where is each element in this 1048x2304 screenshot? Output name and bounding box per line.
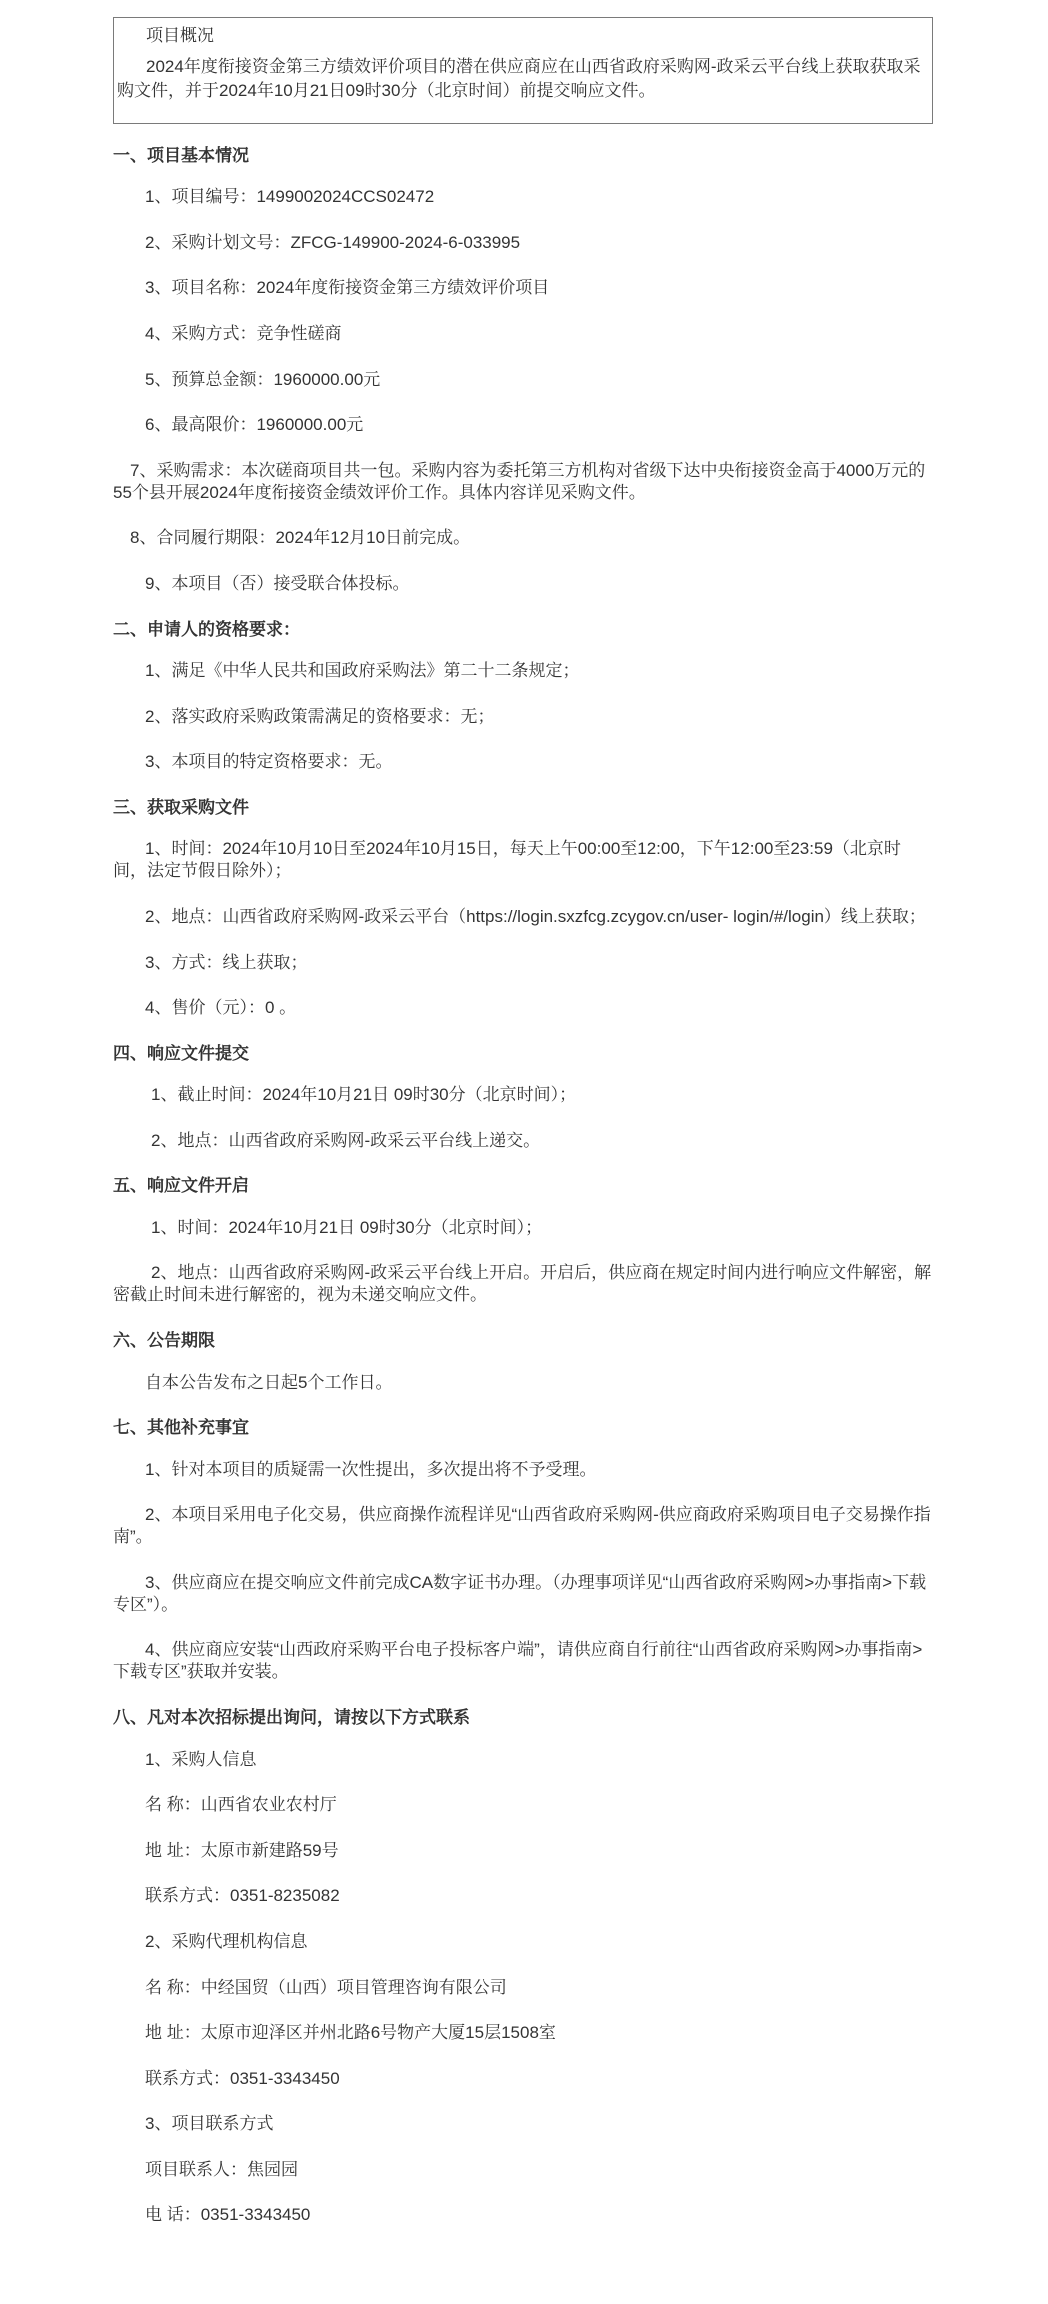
agency-address: 地 址：太原市迎泽区并州北路6号物产大厦15层1508室 — [145, 2023, 556, 2043]
item-procurement-method: 4、采购方式：竞争性磋商 — [145, 323, 342, 343]
item-qualification-law: 1、满足《中华人民共和国政府采购法》第二十二条规定； — [145, 661, 580, 681]
item-submission-deadline: 1、截止时间：2024年10月21日 09时30分（北京时间）； — [151, 1085, 577, 1105]
item-supplementary-electronic: 2、本项目采用电子化交易，供应商操作流程详见“山西省政府采购网-供应商政府采购项目电子交易操作指南”。 — [113, 1505, 931, 1547]
item-obtain-time: 1、时间：2024年10月10日至2024年10月15日，每天上午00:00至12:00，下午12:00至23:59（北京时间，法定节假日除外）； — [113, 839, 901, 881]
section-heading-qualifications: 二、申请人的资格要求： — [113, 619, 300, 639]
item-project-name: 3、项目名称：2024年度衔接资金第三方绩效评价项目 — [145, 278, 550, 298]
item-obtain-location: 2、地点：山西省政府采购网-政采云平台（https://login.sxzfcg.zcygov.cn/user- login/#/login）线上获取； — [145, 906, 926, 926]
overview-text: 2024年度衔接资金第三方绩效评价项目的潜在供应商应在山西省政府采购网-政采云平台线上获取获取采购文件，并于2024年10月21日09时30分（北京时间）前提交响应文件。 — [117, 57, 921, 100]
item-obtain-method: 3、方式：线上获取； — [145, 952, 308, 972]
item-qualification-policy: 2、落实政府采购政策需满足的资格要求：无； — [145, 706, 495, 726]
item-opening-time: 1、时间：2024年10月21日 09时30分（北京时间）； — [151, 1217, 543, 1237]
project-contact-title: 3、项目联系方式 — [145, 2114, 274, 2134]
item-submission-location: 2、地点：山西省政府采购网-政采云平台线上递交。 — [151, 1130, 541, 1150]
procurement-announcement — [113, 17, 933, 2250]
agency-phone: 联系方式：0351-3343450 — [145, 2068, 340, 2088]
project-contact-phone: 电 话：0351-3343450 — [145, 2205, 311, 2225]
item-obtain-price: 4、售价（元）：0 。 — [145, 998, 297, 1018]
item-project-number: 1、项目编号：1499002024CCS02472 — [145, 187, 435, 207]
project-overview-box — [113, 17, 933, 124]
section-heading-notice-period: 六、公告期限 — [113, 1331, 215, 1351]
agency-name: 名 称：中经国贸（山西）项目管理咨询有限公司 — [145, 1977, 507, 1997]
section-heading-contact: 八、凡对本次招标提出询问，请按以下方式联系 — [113, 1708, 470, 1728]
purchaser-phone: 联系方式：0351-8235082 — [145, 1886, 340, 1906]
item-supplementary-questions: 1、针对本项目的质疑需一次性提出，多次提出将不予受理。 — [145, 1459, 597, 1479]
agency-info-title: 2、采购代理机构信息 — [145, 1931, 308, 1951]
purchaser-name: 名 称：山西省农业农村厅 — [145, 1795, 337, 1815]
item-plan-number: 2、采购计划文号：ZFCG-149900-2024-6-033995 — [145, 232, 521, 252]
section-heading-supplementary: 七、其他补充事宜 — [113, 1418, 249, 1438]
item-opening-location: 2、地点：山西省政府采购网-政采云平台线上开启。开启后，供应商在规定时间内进行响应文件解密，解密截止时间未进行解密的，视为未递交响应文件。 — [113, 1263, 932, 1305]
section-heading-opening: 五、响应文件开启 — [113, 1176, 249, 1196]
section-heading-submission: 四、响应文件提交 — [113, 1043, 249, 1063]
item-requirements: 7、采购需求：本次磋商项目共一包。采购内容为委托第三方机构对省级下达中央衔接资金高于4000万元的55个县开展2024年度衔接资金绩效评价工作。具体内容详见采购文件。 — [113, 460, 926, 502]
purchaser-info-title: 1、采购人信息 — [145, 1749, 257, 1769]
section-heading-basic-info: 一、项目基本情况 — [113, 145, 249, 165]
item-contract-period: 8、合同履行期限：2024年12月10日前完成。 — [130, 528, 471, 548]
project-contact-person: 项目联系人：焦园园 — [145, 2159, 298, 2179]
item-supplementary-client: 4、供应商应安装“山西政府采购平台电子投标客户端”，请供应商自行前往“山西省政府采购网>办事指南>下载专区”获取并安装。 — [113, 1640, 923, 1682]
item-supplementary-ca-certificate: 3、供应商应在提交响应文件前完成CA数字证书办理。（办理事项详见“山西省政府采购网>办事指南>下载专区”）。 — [113, 1572, 927, 1614]
item-budget: 5、预算总金额：1960000.00元 — [145, 369, 381, 389]
section-heading-obtain-documents: 三、获取采购文件 — [113, 797, 249, 817]
item-consortium: 9、本项目（否）接受联合体投标。 — [145, 573, 410, 593]
item-max-price: 6、最高限价：1960000.00元 — [145, 415, 364, 435]
overview-title: 项目概况 — [146, 26, 214, 45]
item-qualification-specific: 3、本项目的特定资格要求：无。 — [145, 752, 393, 772]
item-notice-period: 自本公告发布之日起5个工作日。 — [145, 1372, 393, 1392]
purchaser-address: 地 址：太原市新建路59号 — [145, 1840, 339, 1860]
